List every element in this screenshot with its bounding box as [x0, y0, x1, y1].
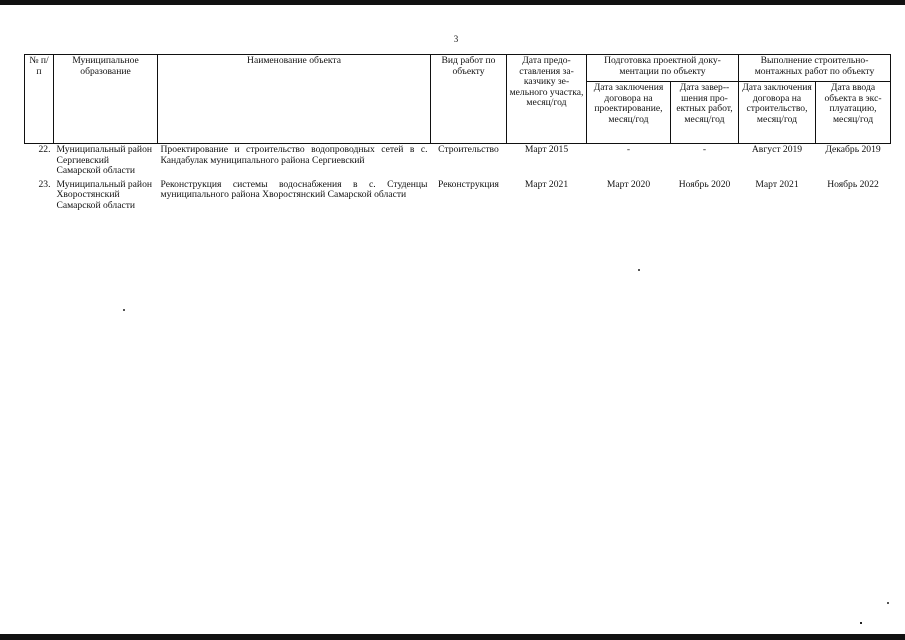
row-number: 23.	[38, 178, 51, 190]
header-land-date: Дата предоставления заказчику земельного участка, месяц/год	[507, 55, 587, 144]
row-commissioning-date: Декабрь 2019	[825, 144, 881, 155]
header-construction-group: Выполнение строительно-монтажных работ по объекту	[739, 55, 891, 82]
row-work-type: Реконструкция	[438, 178, 499, 190]
row-design-contract-date: Март 2020	[606, 178, 651, 190]
table-row	[25, 144, 891, 179]
header-commissioning-date: Дата ввода объекта в эксплуатацию, месяц/год	[816, 82, 891, 144]
row-land-date: Март 2015	[524, 144, 569, 155]
header-design-group: Подготовка проектной документации по объекту	[587, 55, 739, 82]
scan-speck	[638, 269, 640, 271]
scan-top-edge	[0, 0, 905, 5]
row-municipality: Муниципальный район Сергиевский Самарской области	[56, 144, 152, 177]
row-municipality: Муниципальный район Хворостянский Самарской области	[56, 178, 152, 211]
row-number: 22.	[38, 144, 51, 155]
header-design-contract-date: Дата заключения договора на проектирование, месяц/год	[587, 82, 671, 144]
scan-speck	[887, 602, 889, 604]
row-object-name: Реконструкция системы водоснабжения в с. Студенцы муниципального района Хворостянский Самарской области	[160, 178, 428, 201]
row-construction-contract-date: Август 2019	[751, 144, 803, 155]
scan-bottom-edge	[0, 634, 905, 640]
row-design-complete-date: Ноябрь 2020	[678, 178, 731, 190]
row-work-type: Строительство	[438, 144, 499, 155]
header-object-name: Наименование объекта	[158, 55, 431, 144]
header-work-type: Вид работ по объекту	[431, 55, 507, 144]
header-construction-contract-date: Дата заключения договора на строительство, месяц/год	[739, 82, 816, 144]
page-number: 3	[453, 34, 459, 44]
row-commissioning-date: Ноябрь 2022	[827, 178, 879, 190]
row-land-date: Март 2021	[524, 178, 569, 190]
scan-speck	[123, 309, 125, 311]
header-municipality: Муниципальное образование	[54, 55, 158, 144]
objects-table	[24, 54, 891, 224]
row-construction-contract-date: Март 2021	[755, 178, 799, 190]
row-design-complete-date: -	[702, 144, 707, 155]
header-design-complete-date: Дата завер- шения проектных работ, месяц/год	[671, 82, 739, 144]
row-design-contract-date: -	[626, 144, 631, 155]
scan-speck	[860, 622, 862, 624]
table-row	[25, 179, 891, 224]
header-num: № п/п	[25, 55, 54, 144]
row-object-name: Проектирование и строительство водопроводных сетей в с. Кандабулак муниципального района Сергиевский	[160, 144, 428, 166]
